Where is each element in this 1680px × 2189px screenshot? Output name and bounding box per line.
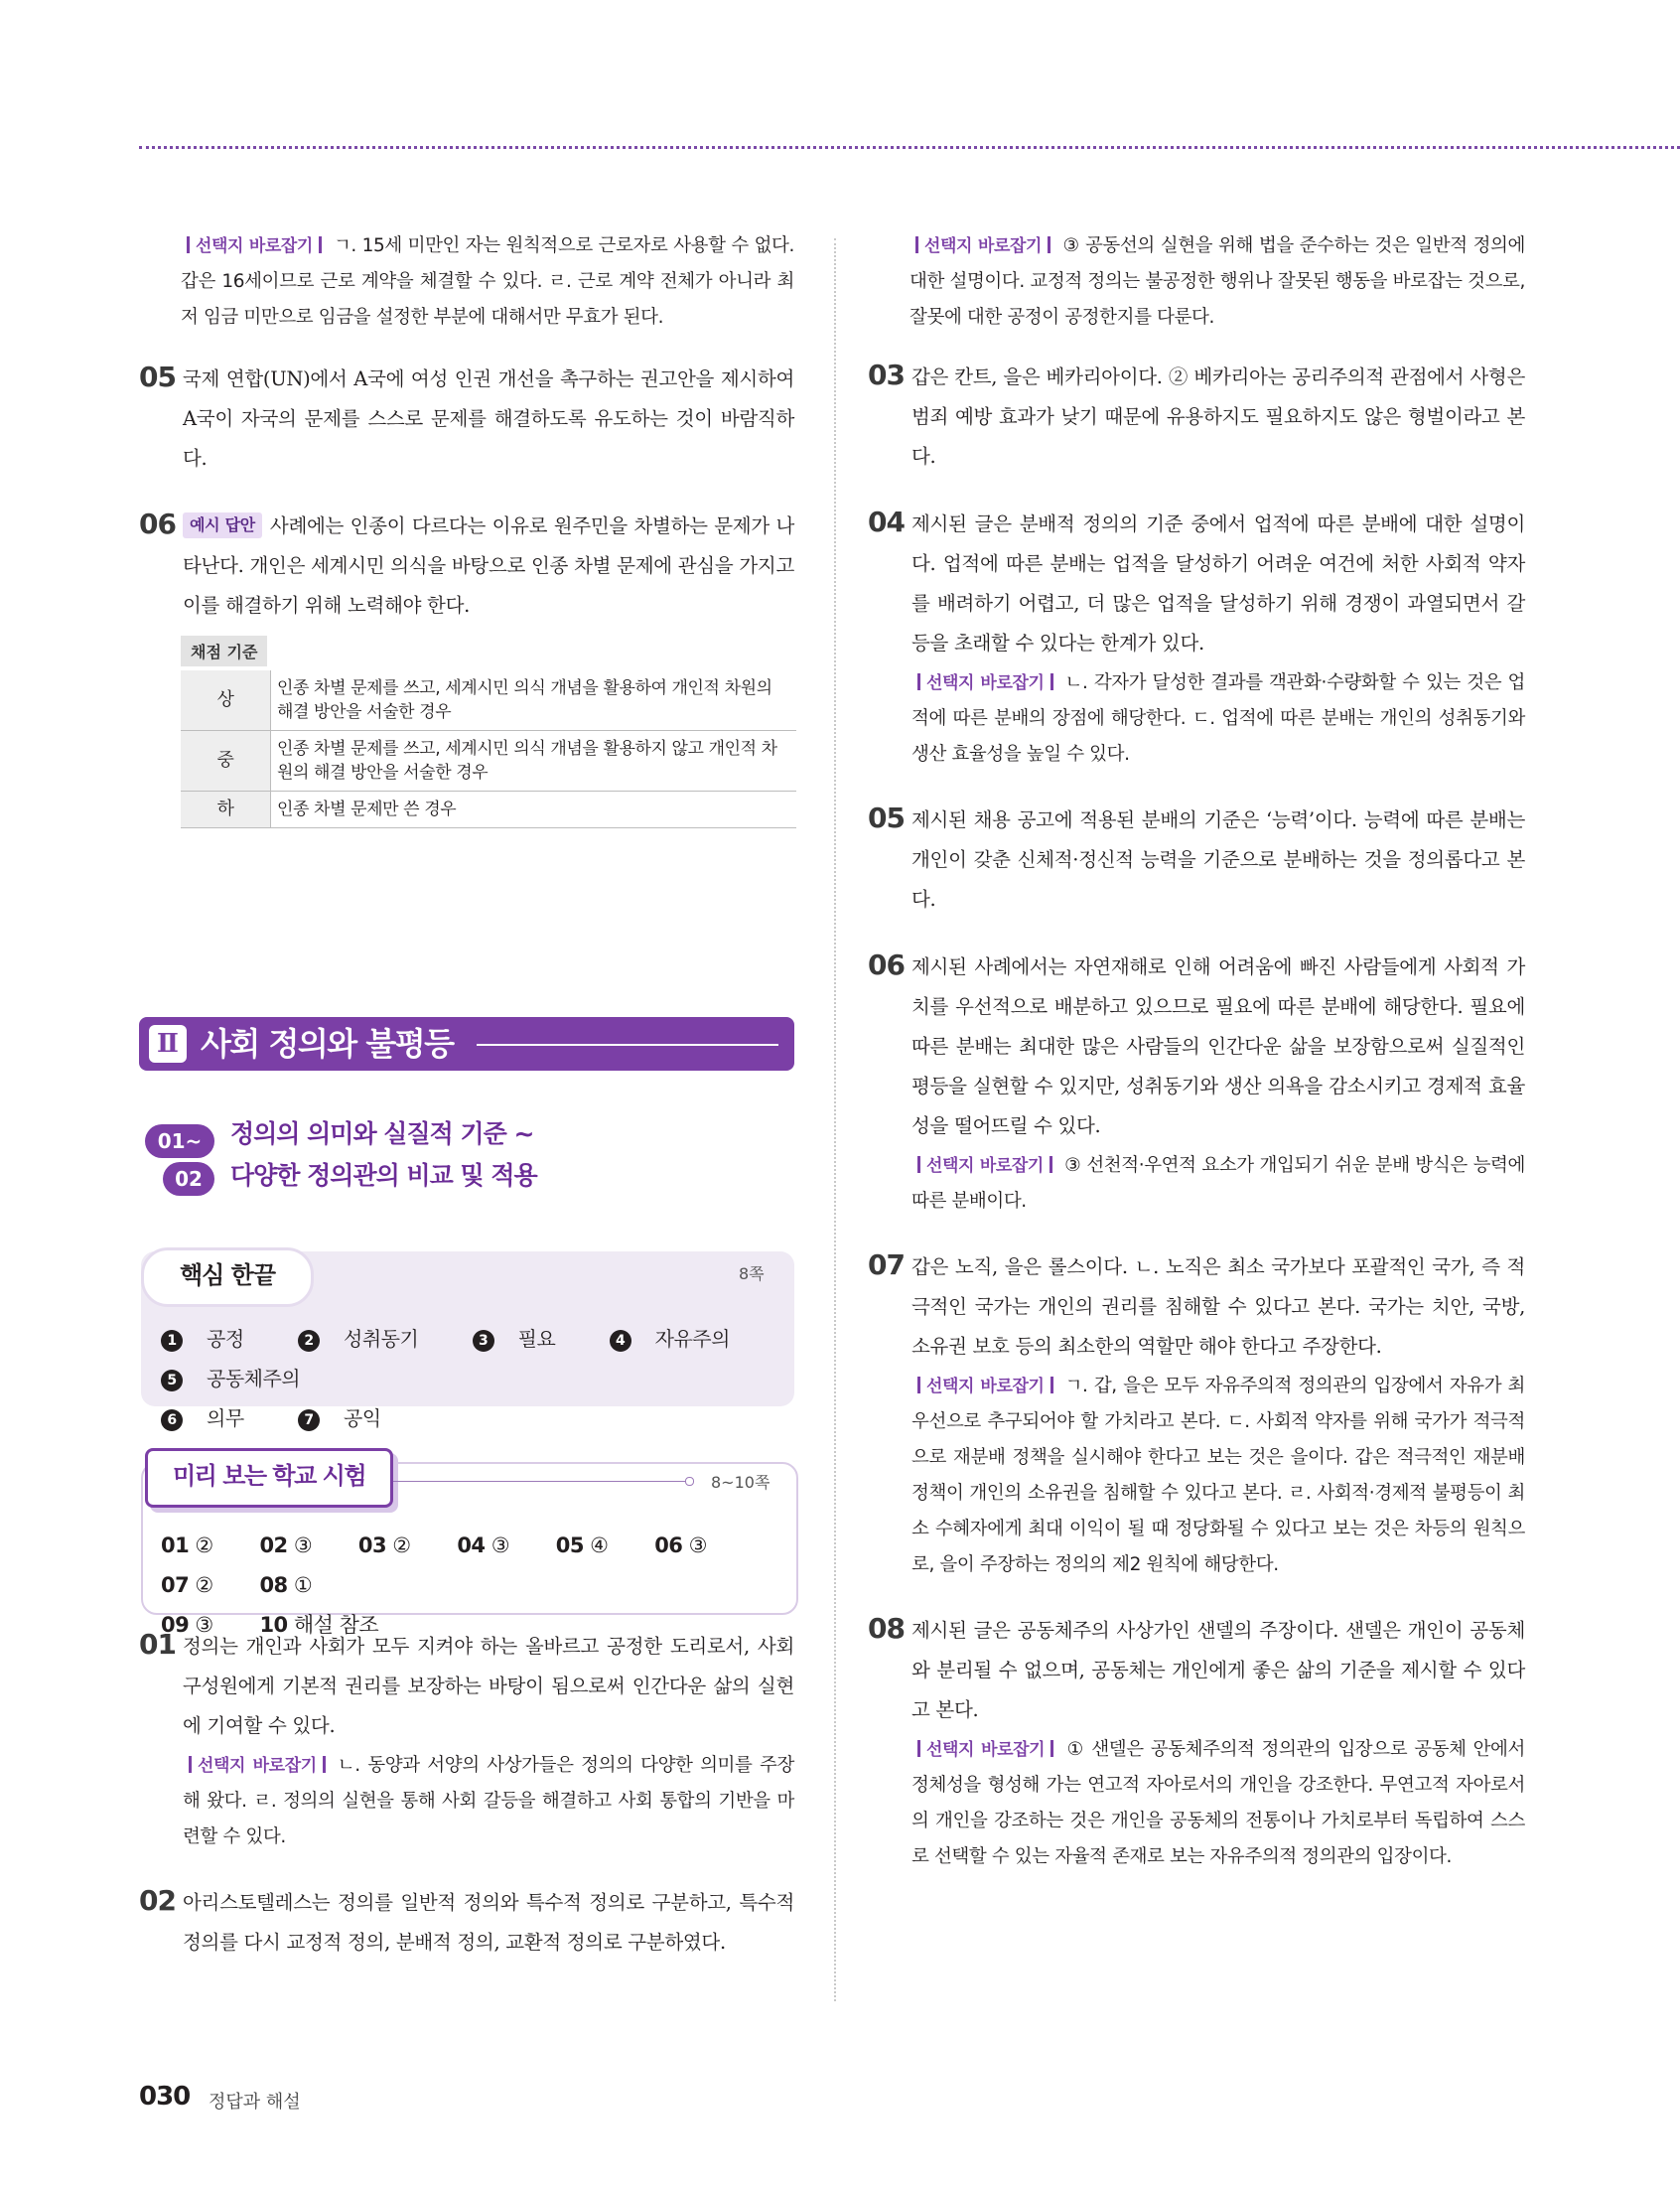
key-item: 7 공익 (298, 1398, 405, 1438)
key-item: 5 공동체주의 (161, 1359, 324, 1398)
preview-test-dot (685, 1477, 694, 1486)
top-dotted-rule (139, 146, 1680, 149)
section-title: 사회 정의와 불평등 (201, 1025, 454, 1063)
scoring-criteria-header: 채점 기준 (181, 636, 267, 666)
score-description: 인종 차별 문제를 쓰고, 세계시민 의식 개념을 활용하여 개인적 차원의 해결 방안을 서술한 경우 (271, 670, 797, 731)
left-column-bottom (139, 1627, 794, 1990)
answer-05 (139, 360, 794, 479)
question-number: 05 (139, 361, 176, 393)
right-column (868, 226, 1525, 1875)
score-level: 상 (181, 670, 271, 731)
answer-text: 아리스토텔레스는 정의를 일반적 정의와 특수적 정의로 구분하고, 특수적 정의를 다시 교정적 정의, 분배적 정의, 교환적 정의로 구분하였다. (183, 1891, 794, 1954)
note-label: 선택지 바로잡기 (911, 1740, 1059, 1760)
key-item: 3 필요 (473, 1319, 580, 1359)
question-number: 01 (139, 1628, 176, 1661)
note-text: ㄱ. 15세 미만인 자는 원칙적으로 근로자로 사용할 수 없다. 갑은 16세이므로 근로 계약을 체결할 수 있다. ㄹ. 근로 계약 전체가 아니라 최저 임금 미만으로 임금을 설정한 부분에 대해서만 무효가 된다. (181, 235, 794, 328)
table-row (181, 792, 796, 828)
key-item: 2 성취동기 (298, 1319, 442, 1359)
question-number: 04 (868, 506, 905, 538)
answer-05 (868, 801, 1525, 920)
note-text: ㄱ. 갑, 을은 모두 자유주의적 정의관의 입장에서 자유가 최우선으로 추구되어야 할 가치라고 본다. ㄷ. 사회적 약자를 위해 국가가 적극적으로 재분배 정책을 실시해야 한다고 보는 것은 을이다. 갑은 적극적인 재분배 정책이 개인의 소유권을 침해할 수 있다고 본다. ㄹ. 사회적·경제적 불평등이 최소 수혜자에게 최대 이익이 될 때 정당화될 수 있다고 보는 것은 차등의 원칙으로, 을이 주장하는 정의의 제2 원칙에 해당한다. (911, 1376, 1525, 1575)
column-divider (834, 238, 836, 2001)
subsection-title-2: 다양한 정의관의 비교 및 적용 (230, 1161, 537, 1190)
question-number: 05 (868, 802, 905, 834)
subsection-title-1: 정의의 의미와 실질적 기준 ~ (230, 1119, 534, 1148)
note-label: 선택지 바로잡기 (911, 1156, 1058, 1176)
note-text: ① 샌델은 공동체주의적 정의관의 입장으로 공동체 안에서 정체성을 형성해 가는 연고적 자아로서의 개인을 강조한다. 무연고적 자아로서의 개인을 강조하는 것은 개인을 공동체의 전통이나 가치로부터 독립하여 스스로 선택할 수 있는 자율적 존재로 보는 자유주의적 정의관의 입장이다. (911, 1739, 1525, 1867)
choice-correction (183, 1748, 794, 1855)
table-row (181, 731, 796, 792)
key-summary-page: 8쪽 (739, 1264, 765, 1283)
answer-text: 사례에는 인종이 다르다는 이유로 원주민을 차별하는 문제가 나타난다. 개인은 세계시민 의식을 바탕으로 인종 차별 문제에 관심을 가지고 이를 해결하기 위해 노력해야 한다. (183, 514, 794, 617)
question-number: 08 (868, 1612, 905, 1645)
answer-01 (139, 1627, 794, 1855)
scoring-table (181, 670, 796, 828)
preview-test-page: 8~10쪽 (711, 1473, 770, 1492)
answer-text: 제시된 글은 공동체주의 사상가인 샌델의 주장이다. 샌델은 개인이 공동체와 분리될 수 없으며, 공동체는 개인에게 좋은 삶의 기준을 제시할 수 있다고 본다. (911, 1619, 1525, 1721)
choice-correction (911, 665, 1525, 773)
answer-text: 갑은 칸트, 을은 베카리아이다. ② 베카리아는 공리주의적 관점에서 사형은 범죄 예방 효과가 낮기 때문에 유용하지도 필요하지도 않은 형벌이라고 본다. (911, 365, 1525, 468)
answer-03 (868, 358, 1525, 477)
answer-key: 07 ② (161, 1573, 213, 1597)
answer-text: 국제 연합(UN)에서 A국에 여성 인권 개선을 촉구하는 권고안을 제시하여 A국이 자국의 문제를 스스로 문제를 해결하도록 유도하는 것이 바람직하다. (183, 367, 794, 470)
answer-07 (868, 1247, 1525, 1583)
answer-08 (868, 1611, 1525, 1875)
answer-key: 08 ① (259, 1573, 313, 1597)
page-number: 030 (139, 2082, 191, 2112)
choice-correction (911, 1732, 1525, 1875)
note-label: 선택지 바로잡기 (183, 1756, 332, 1776)
preview-test-rule (393, 1481, 685, 1482)
question-number: 06 (868, 949, 905, 981)
section-banner (139, 1017, 794, 1071)
unit-pill-start: 01~ (145, 1124, 214, 1158)
question-number: 07 (868, 1248, 905, 1281)
note-text: ③ 공동선의 실현을 위해 법을 준수하는 것은 일반적 정의에 대한 설명이다. 교정적 정의는 불공정한 행위나 잘못된 행동을 바로잡는 것으로, 잘못에 대한 공정이 공정한지를 다룬다. (910, 235, 1525, 328)
unit-pill-end: 02 (163, 1162, 214, 1196)
key-item: 4 자유주의 (610, 1319, 754, 1359)
question-number: 03 (868, 359, 905, 391)
note-label: 선택지 바로잡기 (911, 1377, 1059, 1396)
question-number: 06 (139, 508, 176, 540)
note-text: ③ 선천적·우연적 요소가 개입되기 쉬운 분배 방식은 능력에 따른 분배이다. (911, 1155, 1525, 1212)
answer-key: 04 ③ (457, 1533, 510, 1557)
answer-key: 09 ③ (161, 1613, 213, 1637)
note-text: ㄴ. 각자가 달성한 결과를 객관화·수량화할 수 있는 것은 업적에 따른 분배의 장점에 해당한다. ㄷ. 업적에 따른 분배는 개인의 성취동기와 생산 효율성을 높일 수 있다. (911, 672, 1525, 765)
choice-correction (911, 1148, 1525, 1220)
note-04 (139, 228, 794, 336)
answer-key: 03 ② (357, 1533, 411, 1557)
answer-06 (139, 507, 794, 626)
key-summary-items (161, 1319, 786, 1438)
answer-key: 06 ③ (654, 1533, 707, 1557)
key-item: 6 의무 (161, 1398, 268, 1438)
note-label: 선택지 바로잡기 (911, 673, 1059, 693)
score-description: 인종 차별 문제를 쓰고, 세계시민 의식 개념을 활용하지 않고 개인적 차원의 해결 방안을 서술한 경우 (271, 731, 797, 792)
note-label: 선택지 바로잡기 (181, 236, 328, 256)
key-item: 1 공정 (161, 1319, 268, 1359)
score-level: 중 (181, 731, 271, 792)
preview-test-title: 미리 보는 학교 시험 (145, 1448, 393, 1508)
answer-key: 10 해설 참조 (259, 1613, 379, 1637)
answer-04 (868, 505, 1525, 773)
question-number: 02 (139, 1884, 176, 1917)
footer-label: 정답과 해설 (209, 2092, 301, 2113)
score-level: 하 (181, 792, 271, 828)
note-02 (868, 228, 1525, 336)
answer-key: 02 ③ (259, 1533, 313, 1557)
note-label: 선택지 바로잡기 (910, 236, 1056, 256)
banner-rule (477, 1044, 778, 1046)
answer-text: 제시된 글은 분배적 정의의 기준 중에서 업적에 따른 분배에 대한 설명이다. 업적에 따른 분배는 업적을 달성하기 어려운 여건에 처한 사회적 약자를 배려하기 어렵고, 더 많은 업적을 달성하기 위해 경쟁이 과열되면서 갈등을 초래할 수 있다는 한계가 있다. (911, 512, 1525, 655)
answer-key: 01 ② (161, 1533, 213, 1557)
answer-text: 정의는 개인과 사회가 모두 지켜야 하는 올바르고 공정한 도리로서, 사회 구성원에게 기본적 권리를 보장하는 바탕이 됨으로써 인간다운 삶의 실현에 기여할 수 있다. (183, 1635, 794, 1737)
answer-02 (139, 1883, 794, 1963)
answer-text: 제시된 채용 공고에 적용된 분배의 기준은 ‘능력’이다. 능력에 따른 분배는 개인이 갖춘 신체적·정신적 능력을 기준으로 분배하는 것을 정의롭다고 본다. (911, 808, 1525, 911)
answer-06 (868, 948, 1525, 1220)
note-text: ㄴ. 동양과 서양의 사상가들은 정의의 다양한 의미를 주장해 왔다. ㄹ. 정의의 실현을 통해 사회 갈등을 해결하고 사회 통합의 기반을 마련할 수 있다. (183, 1755, 794, 1847)
answer-key: 05 ④ (555, 1533, 609, 1557)
choice-correction (911, 1369, 1525, 1583)
table-row (181, 670, 796, 731)
example-answer-badge: 예시 답안 (183, 512, 262, 538)
section-number: Ⅱ (149, 1025, 187, 1063)
left-column-top (139, 226, 794, 828)
key-summary-title: 핵심 한끝 (141, 1247, 314, 1307)
score-description: 인종 차별 문제만 쓴 경우 (271, 792, 797, 828)
answer-text: 제시된 사례에서는 자연재해로 인해 어려움에 빠진 사람들에게 사회적 가치를 우선적으로 배분하고 있으므로 필요에 따른 분배에 해당한다. 필요에 따른 분배는 최대한 많은 사람들의 인간다운 삶을 보장함으로써 실질적인 평등을 실현할 수 있지만, 성취동기와 생산 의욕을 감소시키고 경제적 효율성을 떨어뜨릴 수 있다. (911, 955, 1525, 1137)
answer-text: 갑은 노직, 을은 롤스이다. ㄴ. 노직은 최소 국가보다 포괄적인 국가, 즉 적극적인 국가는 개인의 권리를 침해할 수 있다고 본다. 국가는 치안, 국방, 소유권 보호 등의 최소한의 역할만 해야 한다고 주장한다. (911, 1255, 1525, 1358)
subsection-heading (145, 1112, 780, 1212)
